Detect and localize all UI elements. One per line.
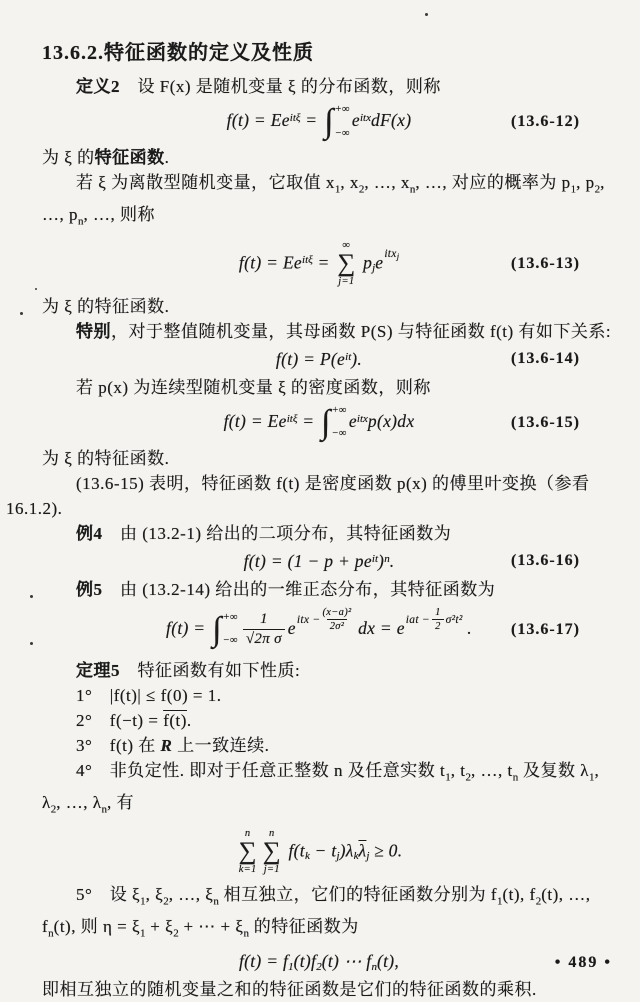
text-segment: , bbox=[594, 760, 600, 780]
math-t: ). bbox=[351, 348, 363, 369]
math-frac: $\frac{1}{\text{√2π σ}}$ bbox=[243, 610, 285, 650]
text-segment: 特征函数有如下性质: bbox=[120, 660, 301, 680]
text-segment: 1 bbox=[140, 927, 146, 940]
page-number: • 489 • bbox=[554, 954, 612, 971]
math-fsup bbox=[384, 248, 399, 260]
text-segment: 2 bbox=[594, 183, 601, 196]
math-t: f(t) = P(e bbox=[275, 348, 346, 369]
text-segment: 1 bbox=[570, 183, 577, 196]
text-segment: R bbox=[160, 735, 173, 755]
math-sub: j bbox=[366, 849, 370, 862]
text-line bbox=[42, 319, 612, 344]
math-sup: itx bbox=[359, 112, 371, 125]
text-line bbox=[42, 471, 596, 496]
math-t: ) bbox=[378, 550, 385, 571]
text-line bbox=[42, 521, 596, 546]
text-segment: , t bbox=[450, 760, 466, 780]
scan-speck bbox=[35, 288, 37, 290]
equation-number: (13.6-13) bbox=[511, 255, 580, 273]
math-int: ∫ +∞ −∞ bbox=[324, 103, 350, 140]
text-segment: 及复数 λ bbox=[518, 760, 589, 780]
text-segment: 上一致连续. bbox=[172, 735, 270, 755]
text-segment: 4° 非负定性. 即对于任意正整数 n 及任意实数 t bbox=[76, 760, 446, 780]
math-sub: j bbox=[372, 262, 376, 275]
math-t: e bbox=[287, 617, 296, 638]
text-line bbox=[42, 758, 600, 790]
formula-line bbox=[42, 823, 596, 882]
equation-number: (13.6-16) bbox=[511, 552, 580, 570]
math-t: f(t) = Ee bbox=[238, 252, 303, 273]
text-segment: 3° f(t) 在 bbox=[76, 735, 161, 755]
formula bbox=[239, 240, 399, 289]
math-frac: $\frac{\text{(x−a)²}}{\text{2σ²}}$ bbox=[322, 607, 352, 633]
text-segment: n bbox=[409, 183, 416, 196]
math-t: p bbox=[358, 252, 373, 273]
text-segment: 为 ξ 的特征函数. bbox=[42, 448, 170, 468]
text-segment: , …, 则称 bbox=[83, 205, 155, 225]
text-line bbox=[42, 790, 596, 822]
formula-line bbox=[42, 344, 596, 375]
math-sub: k bbox=[304, 849, 310, 862]
text-segment: . bbox=[186, 710, 192, 730]
math-t: (t), bbox=[376, 951, 400, 972]
section-heading: 13.6.2.特征函数的定义及性质 bbox=[42, 42, 314, 64]
math-fsup bbox=[406, 606, 463, 633]
math-sup: n bbox=[384, 552, 390, 565]
text-segment: 2 bbox=[173, 927, 179, 940]
text-segment: , …, t bbox=[471, 760, 513, 780]
text-segment: 1 bbox=[589, 771, 595, 784]
scan-speck bbox=[30, 595, 33, 598]
scan-speck bbox=[425, 13, 428, 16]
text-segment: n bbox=[243, 927, 249, 940]
text-segment: n bbox=[78, 215, 84, 228]
math-sup: itξ bbox=[302, 254, 313, 267]
math-t: σ²t² bbox=[445, 613, 463, 626]
math-sup: it bbox=[345, 350, 352, 363]
text-line bbox=[42, 446, 596, 471]
text-segment: , x bbox=[340, 173, 359, 192]
text-segment: 的特征函数为 bbox=[248, 916, 359, 936]
text-segment: , …, x bbox=[364, 173, 410, 192]
formula bbox=[276, 349, 362, 370]
math-sup: it bbox=[371, 552, 379, 565]
math-fsup bbox=[297, 606, 354, 633]
formula bbox=[239, 951, 399, 972]
formula bbox=[227, 104, 412, 140]
text-segment: , …, ξ bbox=[168, 884, 214, 904]
text-segment: 2 bbox=[50, 803, 57, 816]
text-segment: , …, λ bbox=[56, 793, 102, 813]
math-t: f(t) = Ee bbox=[223, 410, 287, 431]
text-segment: . bbox=[164, 148, 170, 167]
text-segment: ，对于整值随机变量，其母函数 P(S) 与特征函数 f(t) 有如下关系: bbox=[111, 321, 612, 341]
text-segment: 例5 bbox=[76, 579, 103, 599]
math-t: f(t) = bbox=[166, 617, 211, 638]
math-t: e bbox=[351, 110, 360, 131]
math-sub: 1 bbox=[288, 961, 294, 974]
math-t: = bbox=[312, 252, 335, 273]
text-line bbox=[6, 496, 596, 521]
formula-line bbox=[42, 99, 596, 145]
text-line bbox=[42, 733, 596, 758]
text-segment: 5° 设 ξ bbox=[76, 884, 141, 904]
math-sub: n bbox=[371, 961, 377, 974]
document-body bbox=[6, 74, 612, 1002]
equation-number: (13.6-14) bbox=[511, 350, 580, 368]
math-t: $\overline{\lambda}$ bbox=[358, 840, 367, 861]
text-segment: 定义2 bbox=[76, 77, 120, 96]
formula-line bbox=[42, 400, 596, 446]
formula-line bbox=[42, 602, 596, 658]
equation-number: (13.6-17) bbox=[511, 620, 580, 638]
text-segment: , …, 对应的概率为 p bbox=[415, 173, 571, 192]
text-segment: 即相互独立的随机变量之和的特征函数是它们的特征函数的乘积. bbox=[42, 980, 537, 1000]
text-segment: + ξ bbox=[145, 916, 174, 936]
text-segment: 若 p(x) 为连续型随机变量 ξ 的密度函数，则称 bbox=[76, 377, 431, 397]
text-segment: 1 bbox=[334, 183, 341, 196]
text-segment: 相互独立，它们的特征函数分别为 f bbox=[218, 884, 497, 904]
text-line bbox=[42, 145, 596, 170]
text-segment: f bbox=[42, 916, 49, 936]
text-segment: 例4 bbox=[76, 523, 103, 543]
math-t: (t)f bbox=[293, 951, 317, 972]
math-sup: itξ bbox=[286, 412, 298, 425]
text-line bbox=[42, 977, 596, 1002]
formula-line bbox=[42, 946, 596, 977]
text-line bbox=[42, 914, 596, 946]
formula bbox=[244, 551, 395, 572]
text-segment: , bbox=[600, 173, 605, 192]
text-line bbox=[42, 577, 596, 602]
math-t: − t bbox=[309, 840, 337, 861]
text-segment: , ξ bbox=[145, 884, 164, 904]
math-t: itx − bbox=[296, 613, 321, 626]
math-sup: itξ bbox=[289, 112, 301, 125]
text-line bbox=[42, 74, 596, 99]
formula bbox=[224, 405, 415, 441]
equation-number: (13.6-15) bbox=[511, 413, 580, 431]
text-segment: 定理5 bbox=[76, 660, 120, 680]
math-t: f(t) = f bbox=[238, 951, 289, 972]
text-segment: 16.1.2). bbox=[6, 498, 63, 518]
math-sum: n ∑ j=1 bbox=[262, 827, 281, 876]
text-segment: 2 bbox=[535, 894, 542, 907]
formula-line bbox=[42, 546, 596, 577]
text-segment: (t), 则 η = ξ bbox=[53, 916, 141, 936]
formula bbox=[236, 828, 403, 877]
math-sup: itx bbox=[356, 412, 368, 425]
text-line bbox=[42, 202, 596, 234]
math-t: dF(x) bbox=[370, 110, 412, 131]
math-sub: k bbox=[353, 849, 359, 862]
text-line bbox=[42, 683, 596, 708]
text-segment: 1 bbox=[140, 894, 146, 907]
text-segment: f(t) bbox=[163, 710, 187, 730]
text-segment: 2° f(−t) = bbox=[76, 710, 164, 730]
text-segment: , p bbox=[576, 173, 595, 192]
math-sub: j bbox=[396, 251, 400, 262]
math-t: . bbox=[462, 617, 472, 638]
math-t: = bbox=[297, 410, 320, 431]
text-segment: 2 bbox=[465, 771, 472, 784]
text-segment: 1 bbox=[445, 771, 451, 784]
text-segment: , 有 bbox=[107, 793, 134, 813]
math-t: itx bbox=[384, 248, 397, 261]
text-segment: 特别 bbox=[76, 321, 111, 341]
text-segment: 由 (13.2-14) 给出的一维正态分布，其特征函数为 bbox=[102, 579, 496, 599]
math-t: (t) ⋯ f bbox=[321, 951, 372, 972]
math-t: e bbox=[375, 252, 384, 273]
formula bbox=[166, 607, 472, 650]
text-segment: 由 (13.2-1) 给出的二项分布，其特征函数为 bbox=[102, 523, 452, 543]
text-segment: 若 ξ 为离散型随机变量，它取值 x bbox=[76, 173, 335, 192]
math-sub: 2 bbox=[316, 961, 322, 974]
text-line bbox=[42, 708, 596, 733]
math-sub: j bbox=[336, 849, 340, 862]
math-t: iat − bbox=[405, 613, 431, 626]
text-segment: 为 ξ 的 bbox=[42, 148, 95, 167]
math-t: = bbox=[300, 110, 323, 131]
text-segment: 为 ξ 的特征函数. bbox=[42, 296, 170, 316]
text-line bbox=[42, 294, 596, 319]
math-t: e bbox=[348, 410, 357, 431]
math-t: f(t) = (1 − p + pe bbox=[243, 550, 372, 571]
text-segment: 1 bbox=[497, 894, 503, 907]
text-segment: n bbox=[512, 771, 519, 784]
text-line bbox=[42, 170, 605, 202]
math-frac: $\frac{1}{2}$ bbox=[432, 606, 444, 633]
text-segment: λ bbox=[42, 793, 51, 813]
math-t: p(x)dx bbox=[367, 410, 415, 431]
formula-line bbox=[42, 235, 596, 294]
math-t: f(t) = Ee bbox=[226, 110, 290, 131]
math-sum: ∞ ∑ j=1 bbox=[337, 239, 356, 288]
text-segment: 1° |f(t)| ≤ f(0) = 1. bbox=[76, 685, 222, 705]
text-segment: 2 bbox=[358, 183, 365, 196]
math-sum: n ∑ k=1 bbox=[238, 827, 257, 876]
text-segment: 2 bbox=[163, 894, 169, 907]
text-segment: n bbox=[213, 894, 219, 907]
text-line bbox=[42, 882, 596, 914]
text-segment: (t), …, bbox=[541, 884, 591, 904]
equation-number: (13.6-12) bbox=[511, 113, 580, 130]
math-t: ≥ 0. bbox=[369, 840, 403, 861]
math-t: . bbox=[389, 550, 395, 571]
math-t: )λ bbox=[339, 840, 354, 861]
text-segment: 特征函数 bbox=[94, 148, 165, 167]
text-segment: + ⋯ + ξ bbox=[178, 916, 244, 936]
text-segment: (t), f bbox=[502, 884, 536, 904]
scan-speck bbox=[30, 642, 33, 645]
math-int: ∫ +∞ −∞ bbox=[321, 403, 347, 441]
scan-speck bbox=[20, 312, 23, 315]
text-line bbox=[42, 658, 596, 683]
text-segment: (13.6-15) 表明，特征函数 f(t) 是密度函数 p(x) 的傅里叶变换（参看 bbox=[76, 473, 590, 493]
math-t: f(t bbox=[283, 840, 305, 861]
text-segment: …, p bbox=[42, 205, 78, 225]
math-t: dx = e bbox=[353, 617, 405, 638]
math-int: ∫ +∞ −∞ bbox=[212, 610, 238, 648]
text-segment: n bbox=[48, 927, 54, 940]
text-segment: n bbox=[101, 803, 107, 816]
text-line bbox=[42, 375, 596, 400]
text-segment: 设 F(x) 是随机变量 ξ 的分布函数，则称 bbox=[120, 77, 441, 96]
